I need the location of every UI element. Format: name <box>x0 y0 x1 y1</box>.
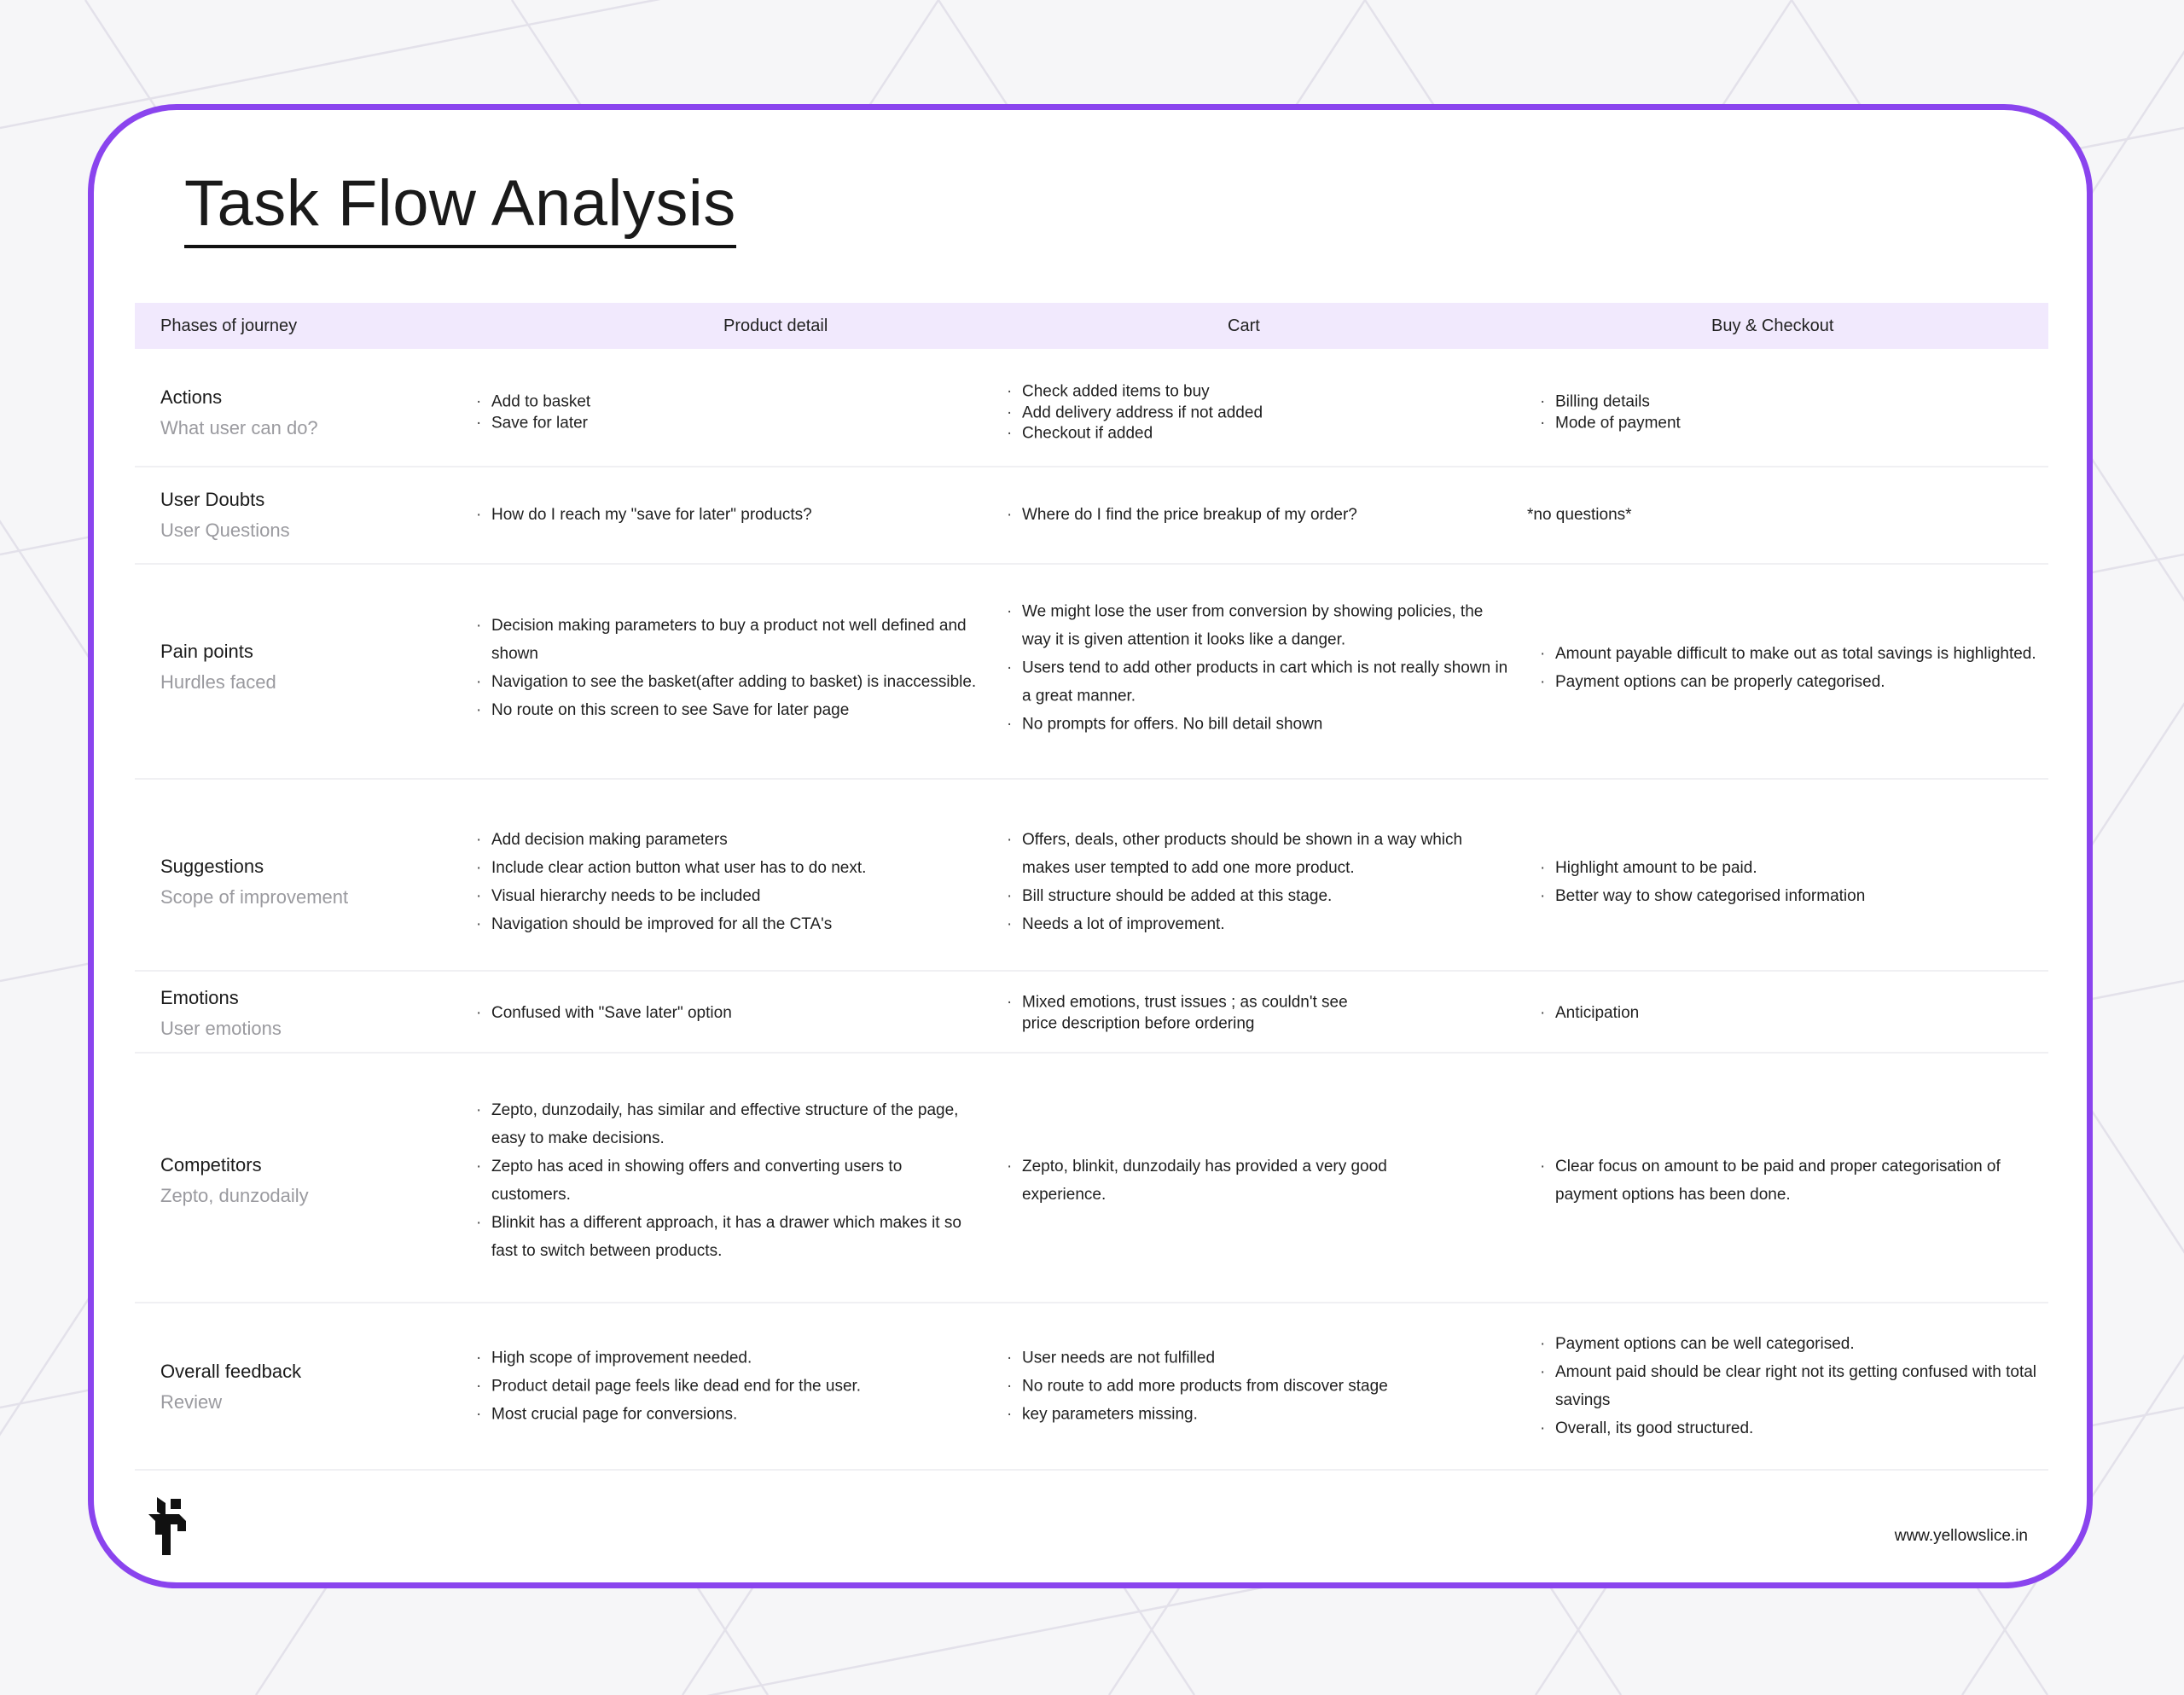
cell-product-detail <box>476 1096 979 1265</box>
list-item: · Clear focus on amount to be paid and proper categorisation of payment options has been done. <box>1540 1152 2043 1209</box>
phase-title: Suggestions <box>160 856 264 877</box>
cell-cart <box>1007 826 1510 938</box>
list-item: · Users tend to add other products in cart which is not really shown in a great manner. <box>1007 654 1510 711</box>
list-item: · Zepto, blinkit, dunzodaily has provided a very good experience. <box>1007 1152 1510 1209</box>
yellowslice-logo-icon <box>145 1495 189 1557</box>
phase-title: Overall feedback <box>160 1361 302 1382</box>
website-link[interactable]: www.yellowslice.in <box>1894 1527 2028 1545</box>
list-item: · Include clear action button what user has to do next. <box>476 854 979 882</box>
list-item: · User needs are not fulfilled <box>1007 1344 1510 1373</box>
cell-product-detail <box>476 1003 979 1025</box>
list-item: · Save for later <box>476 413 979 434</box>
list-item: · Navigation should be improved for all the CTA's <box>476 910 979 938</box>
list-item: · No route to add more products from discover stage <box>1007 1373 1510 1401</box>
phase-subtitle: Zepto, dunzodaily <box>160 1185 309 1206</box>
phase-subtitle: Review <box>160 1391 223 1413</box>
cell-product-detail <box>476 392 979 434</box>
list-item: · Confused with "Save later" option <box>476 1003 979 1025</box>
cell-cart <box>1007 1344 1510 1429</box>
cell-product-detail <box>476 826 979 938</box>
phase-cell <box>160 382 318 444</box>
cell-buy-checkout <box>1540 1330 2043 1442</box>
cell-buy-checkout <box>1540 854 2043 910</box>
list-item: · Most crucial page for conversions. <box>476 1401 979 1429</box>
row-competitors <box>135 1054 2048 1303</box>
cell-buy-checkout <box>1540 640 2043 696</box>
row-actions <box>135 349 2048 467</box>
list-item: · Bill structure should be added at this stage. <box>1007 882 1510 910</box>
phase-title: Competitors <box>160 1154 262 1175</box>
list-item: · Overall, its good structured. <box>1540 1414 2043 1442</box>
no-questions-text: *no questions* <box>1527 506 1632 524</box>
row-suggestions <box>135 780 2048 972</box>
phase-cell <box>160 485 290 546</box>
list-item: · Add to basket <box>476 392 979 414</box>
phase-title: Pain points <box>160 641 253 662</box>
cell-product-detail <box>476 612 979 724</box>
phase-subtitle: Hurdles faced <box>160 671 276 693</box>
cell-cart <box>1007 505 1510 526</box>
list-item: · Zepto has aced in showing offers and converting users to customers. <box>476 1152 979 1209</box>
phase-cell <box>160 1150 309 1211</box>
list-item: · Payment options can be well categorised. <box>1540 1330 2043 1358</box>
header-product-detail: Product detail <box>723 316 828 335</box>
list-item: · Where do I find the price breakup of my order? <box>1007 505 1510 526</box>
row-emotions <box>135 972 2048 1054</box>
list-item: · Payment options can be properly categorised. <box>1540 668 2043 696</box>
list-item: · Checkout if added <box>1007 423 1510 444</box>
cell-cart <box>1007 993 1484 1035</box>
list-item: · Anticipation <box>1540 1003 2043 1025</box>
cell-buy-checkout <box>1527 502 2030 528</box>
phase-subtitle: User emotions <box>160 1018 282 1039</box>
phase-cell <box>160 983 282 1044</box>
list-item: · Decision making parameters to buy a product not well defined and shown <box>476 612 979 668</box>
phase-title: Actions <box>160 386 223 408</box>
list-item: · High scope of improvement needed. <box>476 1344 979 1373</box>
cell-cart <box>1007 381 1510 444</box>
list-item: · Add decision making parameters <box>476 826 979 854</box>
row-pain-points <box>135 565 2048 780</box>
cell-buy-checkout <box>1540 1152 2043 1209</box>
cell-cart <box>1007 598 1510 739</box>
list-item: · Offers, deals, other products should be shown in a way which makes user tempted to add one more product. <box>1007 826 1510 882</box>
content-card <box>88 104 2093 1588</box>
list-item: · Visual hierarchy needs to be included <box>476 882 979 910</box>
list-item: · Mode of payment <box>1540 413 2043 434</box>
list-item: · Zepto, dunzodaily, has similar and effective structure of the page, easy to make decisions. <box>476 1096 979 1152</box>
list-item: · Add delivery address if not added <box>1007 403 1510 424</box>
phase-cell <box>160 1356 301 1418</box>
phase-subtitle: User Questions <box>160 520 290 541</box>
row-overall-feedback <box>135 1303 2048 1471</box>
row-user-doubts <box>135 467 2048 565</box>
list-item: · Better way to show categorised information <box>1540 882 2043 910</box>
table-header <box>135 303 2048 349</box>
list-item: · No prompts for offers. No bill detail shown <box>1007 711 1510 739</box>
header-cart: Cart <box>1228 316 1260 335</box>
cell-product-detail <box>476 505 979 526</box>
cell-buy-checkout <box>1540 1003 2043 1025</box>
cell-cart <box>1007 1152 1510 1209</box>
list-item: · Mixed emotions, trust issues ; as couldn't see price description before ordering <box>1007 993 1484 1035</box>
list-item: · Amount payable difficult to make out as total savings is highlighted. <box>1540 640 2043 668</box>
phase-title: User Doubts <box>160 489 265 510</box>
phase-cell <box>160 636 276 698</box>
list-item: · Needs a lot of improvement. <box>1007 910 1510 938</box>
list-item: · Amount paid should be clear right not its getting confused with total savings <box>1540 1358 2043 1414</box>
list-item: · No route on this screen to see Save for later page <box>476 696 979 724</box>
header-buy-checkout: Buy & Checkout <box>1711 316 1834 335</box>
list-item: · How do I reach my "save for later" products? <box>476 505 979 526</box>
cell-product-detail <box>476 1344 979 1429</box>
cell-buy-checkout <box>1540 392 2043 434</box>
list-item: · Navigation to see the basket(after adding to basket) is inaccessible. <box>476 668 979 696</box>
list-item: · Blinkit has a different approach, it has a drawer which makes it so fast to switch between products. <box>476 1209 979 1265</box>
phase-title: Emotions <box>160 987 239 1008</box>
list-item: · key parameters missing. <box>1007 1401 1510 1429</box>
list-item: · Highlight amount to be paid. <box>1540 854 2043 882</box>
page-title: Task Flow Analysis <box>184 171 736 248</box>
list-item: · Billing details <box>1540 392 2043 414</box>
phase-subtitle: What user can do? <box>160 417 318 438</box>
list-item: · We might lose the user from conversion by showing policies, the way it is given attention it looks like a danger. <box>1007 598 1510 654</box>
phase-subtitle: Scope of improvement <box>160 886 349 908</box>
list-item: · Product detail page feels like dead end for the user. <box>476 1373 979 1401</box>
header-phases: Phases of journey <box>160 316 298 335</box>
phase-cell <box>160 851 348 913</box>
list-item: · Check added items to buy <box>1007 381 1510 403</box>
